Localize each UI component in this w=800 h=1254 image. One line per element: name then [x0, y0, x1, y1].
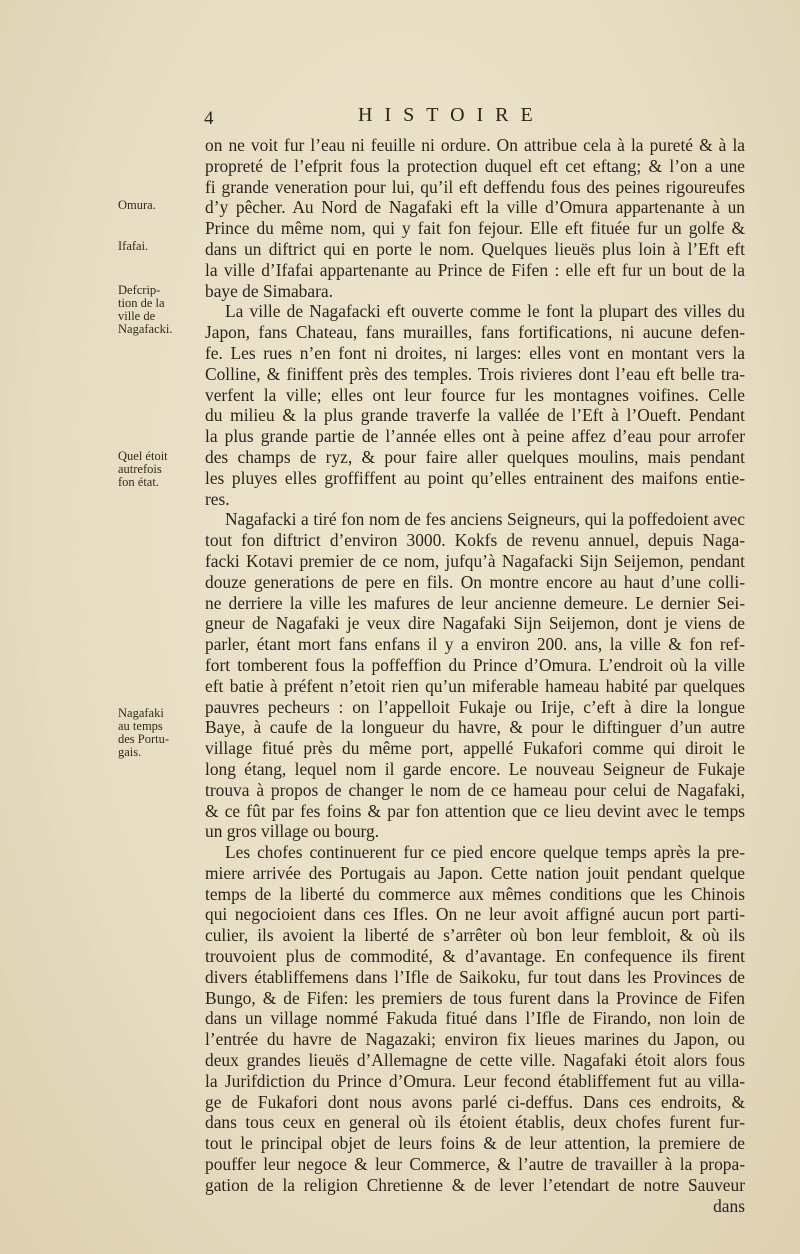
- text-line: qui negocioient dans ces Ifles. On ne leur avoit affigné aucun port parti-: [205, 904, 745, 925]
- text-line: les pluyes elles groffiffent au point qu’elles entrainent des maifons entie-: [205, 467, 745, 488]
- text-line: propreté de l’efprit fous la protection duquel eft cet eftang; & l’on a une: [205, 155, 745, 176]
- text-line: temps de la liberté du commerce aux mêmes conditions que les Chinois: [205, 883, 745, 904]
- text-line: la Jurifdiction du Prince d’Omura. Leur fecond établiffement fut au villa-: [205, 1070, 745, 1091]
- text-line: La ville de Nagafacki eft ouverte comme le font la plupart des villes du: [225, 301, 745, 322]
- text-line: Les chofes continuerent fur ce pied encore quelque temps après la pre-: [225, 842, 745, 863]
- text-line: des champs de ryz, & pour faire aller quelques moulins, mais pendant: [205, 446, 745, 467]
- text-line: ge de Fukafori dont nous avons parlé ci-deffus. Dans ces endroits, &: [205, 1091, 745, 1112]
- text-line: miere arrivée des Portugais au Japon. Cette nation jouit pendant quelque: [205, 862, 745, 883]
- margin-note-isafai: [118, 240, 200, 253]
- text-line: trouva à propos de changer le nom de ce hameau pour celui de Nagafaki,: [205, 779, 745, 800]
- text-line: fi grande veneration pour lui, qu’il eft deffendu fous des peines rigoureufes: [205, 176, 745, 197]
- page-header: [200, 104, 745, 134]
- margin-note-line: au temps: [118, 719, 163, 733]
- text-line: douze generations de pere en fils. On montre encore au haut d’une colli-: [205, 571, 745, 592]
- text-line: parler, étant mort fans enfans il y a environ 200. ans, la ville & fon ref-: [205, 634, 745, 655]
- margin-note-line: ville de: [118, 309, 156, 323]
- margin-note-line: fon état.: [118, 475, 159, 489]
- text-line: ne derriere la ville les mafures de leur ancienne demeure. Le dernier Sei-: [205, 592, 745, 613]
- text-line: la plus grande partie de l’année elles ont à peine affez d’eau pour arrofer: [205, 426, 745, 447]
- margin-note-line: Defcrip-: [118, 283, 161, 297]
- margin-note-line: gais.: [118, 745, 142, 759]
- text-line: on ne voit fur l’eau ni feuille ni ordure. On attribue cela à la pureté & à la: [205, 135, 745, 155]
- text-line: du milieu & la plus grande traverfe la vallée de l’Eft à l’Oueft. Pendant: [205, 405, 745, 426]
- text-line: gneur de Nagafaki je veux dire Nagafaki Sijn Seijemon, dont je viens de: [205, 613, 745, 634]
- text-line: fe. Les rues n’en font ni droites, ni larges: elles vont en montant vers la: [205, 342, 745, 363]
- text-line: tout fon diftrict d’environ 3000. Kokfs de revenu annuel, depuis Naga-: [205, 530, 745, 551]
- margin-note-portuguese-era: [118, 707, 200, 759]
- margin-note-description: [118, 284, 200, 336]
- text-line: un gros village ou bourg.: [205, 821, 380, 842]
- text-line: & ce fût par fes foins & par fon attention que ce lieu devint avec le temps: [205, 800, 745, 821]
- text-line: eft batie à préfent n’etoit rien qu’un miferable hameau habité par quelques: [205, 675, 745, 696]
- text-line: Bungo, & de Fifen: les premiers de tous furent dans la Province de Fifen: [205, 987, 745, 1008]
- text-line: tout le principal objet de leurs foins & de leur attention, la premiere de: [205, 1133, 745, 1154]
- text-line: long étang, lequel nom il garde encore. Le nouveau Seigneur de Fukaje: [205, 758, 745, 779]
- text-line: verfent la ville; elles ont leur fource fur les montagnes voifines. Celle: [205, 384, 745, 405]
- body-text: [205, 135, 745, 1216]
- text-line: pouffer leur negoce & leur Commerce, & l’autre de travailler à la propa-: [205, 1154, 745, 1175]
- text-line: Japon, fans Chateau, fans murailles, fans fortifications, ni aucune defen-: [205, 322, 745, 343]
- text-line: baye de Simabara.: [205, 280, 333, 301]
- text-line: Baye, à caufe de la longueur du havre, & pour le diftinguer d’un autre: [205, 717, 745, 738]
- catchword: dans: [713, 1195, 745, 1216]
- text-line: dans tous ceux en general où ils étoient établis, deux chofes furent fur-: [205, 1112, 745, 1133]
- text-line: culier, ils avoient la liberté de s’arrêter où bon leur fembloit, & où ils: [205, 925, 745, 946]
- text-line: pauvres pecheurs : on l’appelloit Fukaje ou Irije, c’eft à dire la longue: [205, 696, 745, 717]
- text-line: village fitué près du même port, appellé Fukafori comme qui diroit le: [205, 738, 745, 759]
- text-line: l’entrée du havre de Nagazaki; environ fix lieues marines du Japon, ou: [205, 1029, 745, 1050]
- margin-note-line: autrefois: [118, 462, 162, 476]
- text-line: res.: [205, 488, 230, 509]
- margin-note-line: Nagafacki.: [118, 322, 173, 336]
- margin-note-line: Nagafaki: [118, 706, 164, 720]
- text-line: trouvoient plus de commodité, & d’avantage. En confequence ils firent: [205, 946, 745, 967]
- text-line: Prince du même nom, qui y fait fon fejour. Elle eft fituée fur un golfe &: [205, 218, 745, 239]
- margin-note-line: Ifafai.: [118, 239, 149, 253]
- margin-note-line: tion de la: [118, 296, 165, 310]
- margin-note-line: Quel étoit: [118, 449, 168, 463]
- text-line: Colline, & finiffent près des temples. Trois rivieres dont l’eau eft belle tra-: [205, 363, 745, 384]
- text-line: fort tomberent fous la poffeffion du Prince d’Omura. L’endroit où la ville: [205, 654, 745, 675]
- text-line: Nagafacki a tiré fon nom de fes anciens Seigneurs, qui la poffedoient avec: [225, 509, 745, 530]
- text-line: gation de la religion Chretienne & de lever l’etendart de notre Sauveur: [205, 1174, 745, 1195]
- text-line: dans un village nommé Fakuda fitué dans l’Ifle de Firando, non loin de: [205, 1008, 745, 1029]
- text-line: dans un diftrict qui en porte le nom. Quelques lieuës plus loin à l’Eft eft: [205, 238, 745, 259]
- text-line: deux grandes lieuës d’Allemagne de cette ville. Nagafaki étoit alors fous: [205, 1050, 745, 1071]
- page-number: 4: [204, 108, 214, 129]
- margin-note-former-state: [118, 450, 200, 489]
- margin-note-line: Omura.: [118, 198, 156, 212]
- text-line: la ville d’Ifafai appartenante au Prince de Fifen : elle eft fur un bout de la: [205, 259, 745, 280]
- text-line: facki Kotavi premier de ce nom, jufqu’à Nagafacki Sijn Seijemon, pendant: [205, 550, 745, 571]
- running-head: HISTOIRE: [358, 104, 545, 126]
- text-line: d’y pêcher. Au Nord de Nagafaki eft la ville d’Omura appartenante à un: [205, 197, 745, 218]
- margin-note-line: des Portu-: [118, 732, 170, 746]
- text-line: divers établiffemens dans l’Ifle de Saikoku, fur tout dans les Provinces de: [205, 966, 745, 987]
- margin-note-omura: [118, 199, 200, 212]
